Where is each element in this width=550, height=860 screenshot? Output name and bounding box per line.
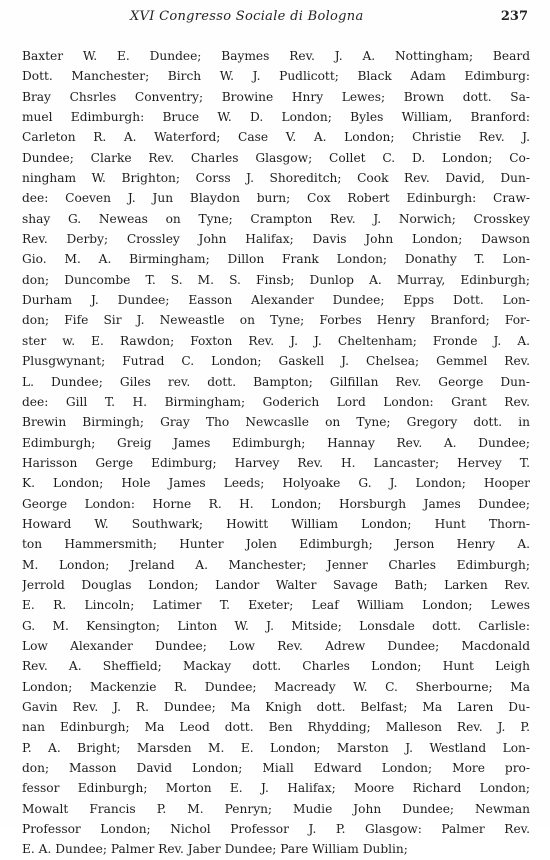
text-line: Brewin Birmingh; Gray Tho Newcaslle on Tyne; Gregory dott. in — [22, 415, 530, 430]
text-line: dee: Coeven J. Jun Blaydon burn; Cox Robert Edinburgh: Craw- — [22, 191, 530, 206]
text-line: George London: Horne R. H. London; Horsburgh James Dundee; — [22, 496, 530, 511]
text-line: ster w. E. Rawdon; Foxton Rev. J. J. Cheltenham; Fronde J. A. — [22, 333, 530, 348]
text-line: don; Masson David London; Miall Edward London; More pro- — [22, 761, 530, 776]
text-line: L. Dundee; Giles rev. dott. Bampton; Gilfillan Rev. George Dun- — [22, 374, 530, 389]
text-line: E. A. Dundee; Palmer Rev. Jaber Dundee; Pare William Dublin; — [22, 842, 408, 857]
text-line: K. London; Hole James Leeds; Holyoake G. J. London; Hooper — [22, 476, 530, 491]
text-line: don; Duncombe T. S. M. S. Finsb; Dunlop A. Murray, Edinburgh; — [22, 272, 530, 287]
text-line: London; Mackenzie R. Dundee; Macready W. C. Sherbourne; Ma — [22, 679, 530, 694]
text-line: Plusgwynant; Futrad C. London; Gaskell J. Chelsea; Gemmel Rev. — [22, 354, 530, 369]
text-line: Durham J. Dundee; Easson Alexander Dundee; Epps Dott. Lon- — [22, 293, 530, 308]
text-line: E. R. Lincoln; Latimer T. Exeter; Leaf William London; Lewes — [22, 598, 530, 613]
text-line: Professor London; Nichol Professor J. P. Glasgow: Palmer Rev. — [22, 822, 530, 837]
text-line: Harisson Gerge Edimburg; Harvey Rev. H. Lancaster; Hervey T. — [22, 455, 530, 470]
text-line: Carleton R. A. Waterford; Case V. A. London; Christie Rev. J. — [22, 130, 530, 145]
text-line: P. A. Bright; Marsden M. E. London; Marston J. Westland Lon- — [22, 740, 530, 755]
text-line: Bray Chsrles Conventry; Browine Hnry Lewes; Brown dott. Sa- — [22, 89, 530, 104]
text-line: G. M. Kensington; Linton W. J. Mitside; Lonsdale dott. Carlisle: — [22, 618, 530, 633]
text-line: Gavin Rev. J. R. Dundee; Ma Knigh dott. Belfast; Ma Laren Du- — [22, 700, 530, 714]
text-line: muel Edimburgh: Bruce W. D. London; Byles William, Branford: — [22, 110, 530, 125]
text-line: nan Edinburgh; Ma Leod dott. Ben Rhydding; Malleson Rev. J. P. — [22, 720, 530, 735]
text-line: don; Fife Sir J. Neweastle on Tyne; Forbes Henry Branford; For- — [22, 313, 530, 328]
text-line: ton Hammersmith; Hunter Jolen Edimburgh; Jerson Henry A. — [22, 537, 530, 552]
text-line: Edimburgh; Greig James Edimburgh; Hannay Rev. A. Dundee; — [22, 435, 530, 450]
subscriber-list — [22, 46, 530, 860]
text-line: Rev. Derby; Crossley John Halifax; Davis John London; Dawson — [22, 232, 530, 247]
page-number: 237 — [500, 9, 528, 24]
text-line: fessor Edinburgh; Morton E. J. Halifax; Moore Richard London; — [22, 781, 530, 796]
text-line: Low Alexander Dundee; Low Rev. Adrew Dundee; Macdonald — [22, 638, 530, 653]
text-line: Howard W. Southwark; Howitt William London; Hunt Thorn- — [22, 516, 530, 531]
text-line: Dundee; Clarke Rev. Charles Glasgow; Collet C. D. London; Co- — [22, 150, 530, 165]
text-line: Dott. Manchester; Birch W. J. Pudlicott; Black Adam Edimburg: — [22, 69, 530, 84]
text-line: shay G. Neweas on Tyne; Crampton Rev. J. Norwich; Crosskey — [22, 211, 530, 226]
text-line: Gio. M. A. Birmingham; Dillon Frank London; Donathy T. Lon- — [22, 252, 530, 267]
text-line: Mowalt Francis P. M. Penryn; Mudie John Dundee; Newman — [22, 801, 530, 816]
text-line: Jerrold Douglas London; Landor Walter Savage Bath; Larken Rev. — [22, 577, 530, 592]
text-line: M. London; Jreland A. Manchester; Jenner Charles Edimburgh; — [22, 557, 530, 572]
text-line: ningham W. Brighton; Corss J. Shoreditch; Cook Rev. David, Dun- — [22, 171, 530, 186]
text-line: Baxter W. E. Dundee; Baymes Rev. J. A. Nottingham; Beard — [22, 49, 530, 63]
page-header — [0, 8, 550, 28]
text-line: Rev. A. Sheffield; Mackay dott. Charles London; Hunt Leigh — [22, 659, 530, 674]
text-line: dee: Gill T. H. Birmingham; Goderich Lord London: Grant Rev. — [22, 394, 530, 409]
running-title: XVI Congresso Sociale di Bologna — [130, 9, 364, 24]
